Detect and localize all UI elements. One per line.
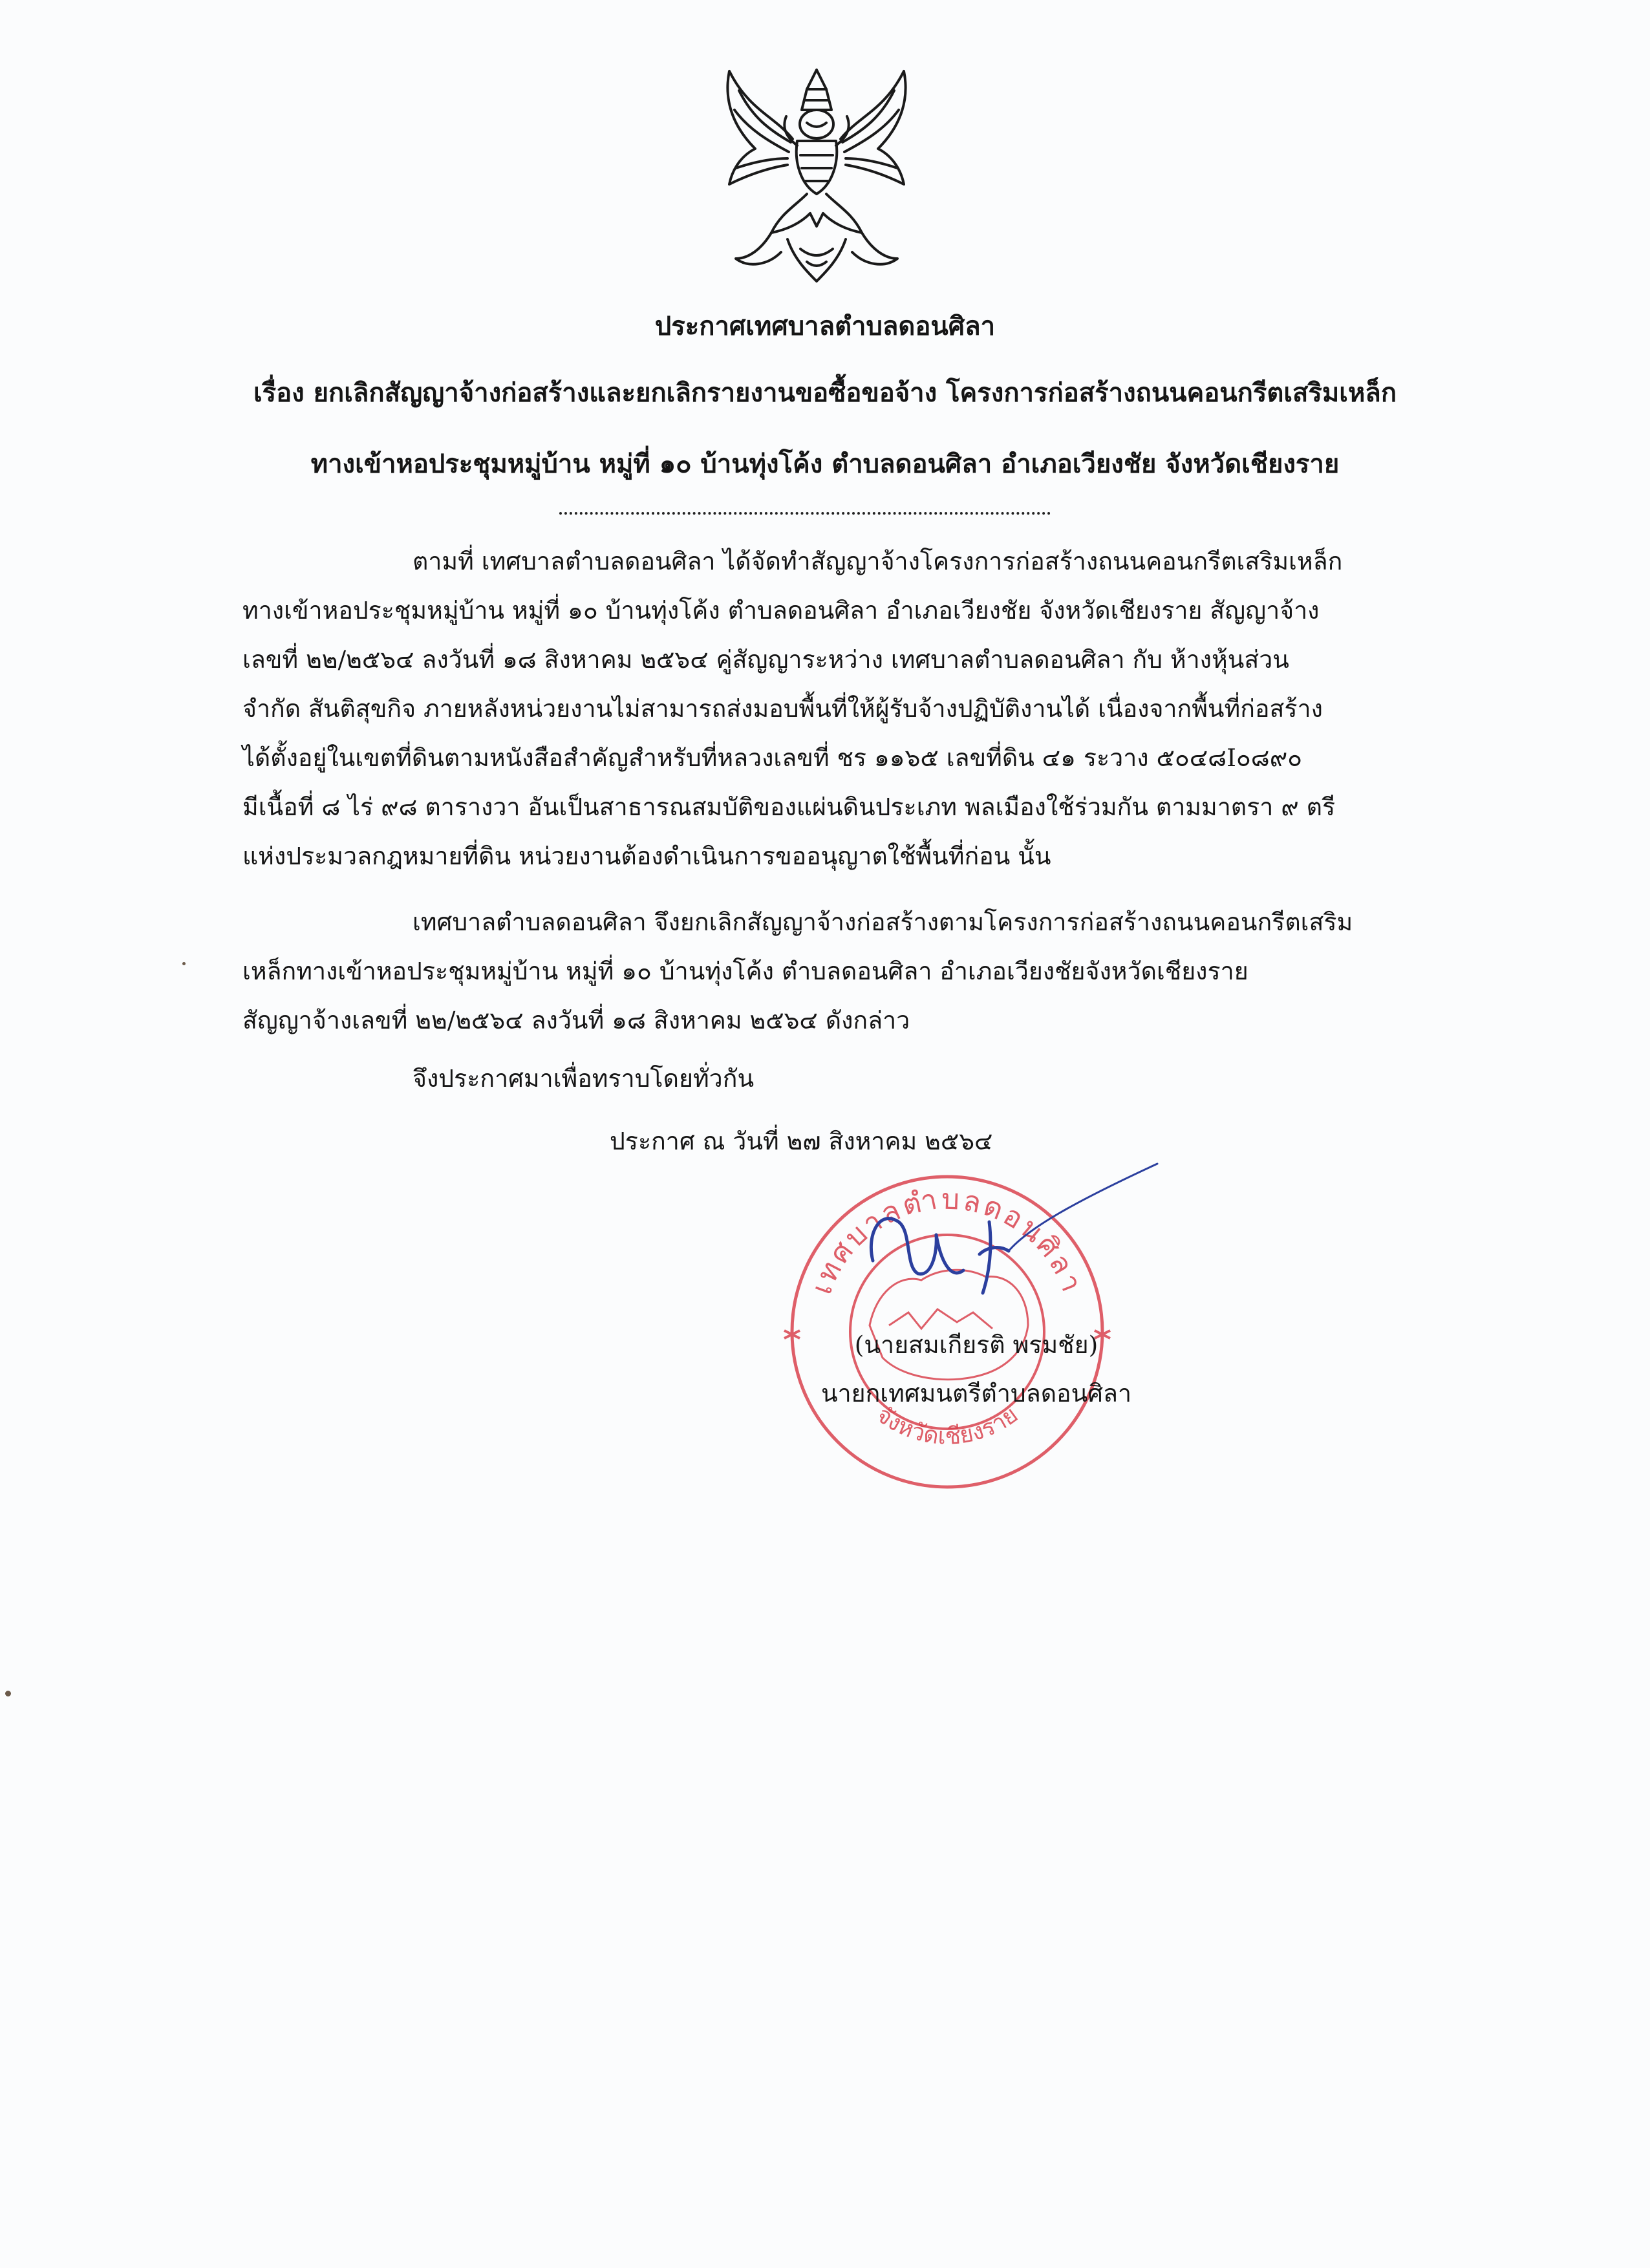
subject-heading: [175, 358, 1475, 500]
paragraph-2: [242, 897, 1445, 1045]
paragraph-line: สัญญาจ้างเลขที่ ๒๒/๒๕๖๔ ลงวันที่ ๑๘ สิงหาคม ๒๕๖๔ ดังกล่าว: [242, 1006, 910, 1034]
paragraph-line: แห่งประมวลกฎหมายที่ดิน หน่วยงานต้องดำเนินการขออนุญาตใช้พื้นที่ก่อน นั้น: [242, 842, 1051, 870]
announcement-date: ประกาศ ณ วันที่ ๒๗ สิงหาคม ๒๕๖๔: [610, 1127, 993, 1155]
paragraph-line: จำกัด สันติสุขกิจ ภายหลังหน่วยงานไม่สามารถส่งมอบพื้นที่ให้ผู้รับจ้างปฏิบัติงานได้ เนื่องจากพื้นที่ก่อสร้าง: [242, 694, 1323, 723]
subject-line-2: ทางเข้าหอประชุมหมู่บ้าน หมู่ที่ ๑๐ บ้านทุ่งโค้ง ตำบลดอนศิลา อำเภอเวียงชัย จังหวัดเชียงราย: [310, 449, 1340, 479]
stamp-top-text: เทศบาลตำบลดอนศิลา: [805, 1182, 1089, 1299]
paper-speck: [182, 962, 186, 965]
subject-line-1: เรื่อง ยกเลิกสัญญาจ้างก่อสร้างและยกเลิกรายงานขอซื้อขอจ้าง โครงการก่อสร้างถนนคอนกรีตเสริมเหล็ก: [253, 378, 1397, 408]
paragraph-line: เทศบาลตำบลดอนศิลา จึงยกเลิกสัญญาจ้างก่อสร้างตามโครงการก่อสร้างถนนคอนกรีตเสริม: [412, 908, 1353, 936]
paragraph-1: [242, 537, 1445, 881]
paragraph-line: มีเนื้อที่ ๘ ไร่ ๙๘ ตารางวา อันเป็นสาธารณสมบัติของแผ่นดินประเภท พลเมืองใช้ร่วมกัน ตามมาตรา ๙ ตรี: [242, 793, 1336, 821]
paragraph-line: ตามที่ เทศบาลตำบลดอนศิลา ได้จัดทำสัญญาจ้างโครงการก่อสร้างถนนคอนกรีตเสริมเหล็ก: [412, 547, 1343, 575]
paragraph-line: ทางเข้าหอประชุมหมู่บ้าน หมู่ที่ ๑๐ บ้านทุ่งโค้ง ตำบลดอนศิลา อำเภอเวียงชัย จังหวัดเชียงราย สัญญาจ้าง: [242, 596, 1320, 625]
paragraph-line: ได้ตั้งอยู่ในเขตที่ดินตามหนังสือสำคัญสำหรับที่หลวงเลขที่ ชร ๑๑๖๕ เลขที่ดิน ๔๑ ระวาง ๕๐๔๘I๐๘๙๐: [242, 744, 1303, 772]
paragraph-line: เลขที่ ๒๒/๒๕๖๔ ลงวันที่ ๑๘ สิงหาคม ๒๕๖๔ คู่สัญญาระหว่าง เทศบาลตำบลดอนศิลา กับ ห้างหุ้นส่วน: [242, 645, 1289, 674]
stamp-bottom-text: จังหวัดเชียงราย: [871, 1401, 1023, 1450]
announcement-title: ประกาศเทศบาลตำบลดอนศิลา: [654, 311, 996, 341]
signatory-position: นายกเทศมนตรีตำบลดอนศิลา: [820, 1379, 1132, 1407]
signatory-name: (นายสมเกียรติ พรมชัย): [854, 1331, 1098, 1359]
paper-speck: [5, 1691, 11, 1696]
garuda-emblem-icon: [710, 65, 923, 288]
closing-statement: จึงประกาศมาเพื่อทราบโดยทั่วกัน: [412, 1064, 755, 1093]
handwritten-signature: [860, 1157, 1196, 1325]
paragraph-line: เหล็กทางเข้าหอประชุมหมู่บ้าน หมู่ที่ ๑๐ บ้านทุ่งโค้ง ตำบลดอนศิลา อำเภอเวียงชัยจังหวัดเชียงราย: [242, 957, 1248, 985]
dotted-separator: [559, 512, 1051, 515]
